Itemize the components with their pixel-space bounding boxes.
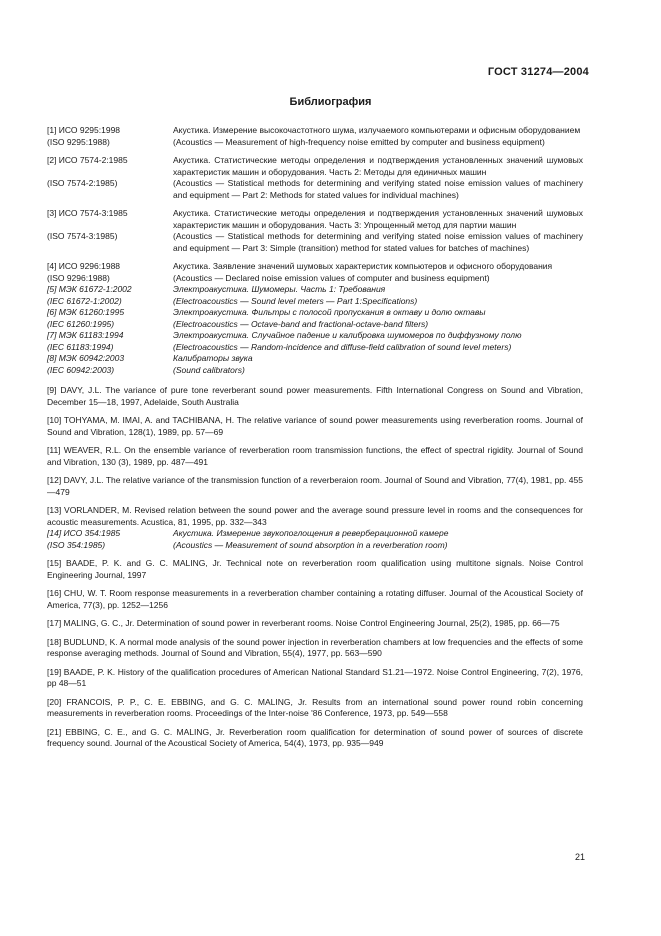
- ref-id: (ISO 7574-3:1985): [47, 231, 118, 241]
- bibliography-title: Библиография: [289, 96, 372, 108]
- ref-entry: [47, 178, 583, 201]
- ref-paragraph: [12] DAVY, J.L. The relative variance of the transmission function of a reverberaion room. Journal of Sound and Vibration, 77(4), 1981, pp. 455—479: [47, 475, 583, 497]
- ref-paragraph: [9] DAVY, J.L. The variance of pure tone reverberant sound power measurements. Fifth International Congress on Sound and Vibration, December 15—18, 1997, Adelaide, South Australia: [47, 385, 583, 407]
- ref-paragraph: [15] BAADE, P. K. and G. C. MALING, Jr. Technical note on reverberation room qualification using multitone signals. Noise Control Engineering Journal, 1997: [47, 558, 583, 580]
- ref-text: (Acoustics — Statistical methods for determining and verifying stated noise emission values of machinery and equipment — Part 2: Methods for stated values for individual machines): [173, 178, 583, 200]
- ref-text: (Acoustics — Measurement of sound absorption in a reverberation room): [173, 539, 448, 550]
- bibliography-list: [47, 125, 583, 750]
- ref-text: (Acoustics — Statistical methods for determining and verifying stated noise emission values of machinery and equipment — Part 3: Simple (transition) method for stated values for batches of machines): [173, 231, 583, 253]
- ref-text: Акустика. Заявление значений шумовых характеристик компьютеров и офисного оборудования: [173, 261, 553, 271]
- ref-id: (ISO 7574-2:1985): [47, 178, 118, 188]
- ref-text: Электроакустика. Фильтры с полосой пропускания в октаву и долю октавы: [173, 307, 486, 317]
- ref-id: [6] МЭК 61260:1995: [47, 307, 125, 317]
- ref-paragraph: [17] MALING, G. C., Jr. Determination of sound power in reverberant rooms. Noise Control Engineering Journal, 25(2), 1985, pp. 66—75: [47, 618, 560, 628]
- ref-id: [3] ИСО 7574-3:1985: [47, 208, 128, 218]
- ref-text: (Acoustics — Declared noise emission values of computer and business equipment): [173, 272, 490, 283]
- standard-code: ГОСТ 31274—2004: [487, 66, 589, 78]
- ref-text: Электроакустика. Случайное падение и калибровка шумомеров по диффузному полю: [173, 330, 522, 340]
- ref-paragraph: [19] BAADE, P. K. History of the qualification procedures of American National Standard S1.21—1972. Noise Control Engineering, 7(2), 1976, pp 48—51: [47, 666, 583, 688]
- ref-paragraph: [21] EBBING, C. E., and G. C. MALING, Jr. Reverberation room qualification for determination of sound power of sources of discrete frequency sound. Journal of the Acoustical Society of America, 54(4), 1973, pp. 935—949: [47, 726, 583, 748]
- ref-entry: [47, 353, 583, 365]
- ref-entry: [47, 540, 583, 552]
- ref-entry: [47, 231, 583, 254]
- ref-entry: [47, 365, 583, 377]
- ref-entry: [47, 296, 583, 308]
- ref-id: [14] ИСО 354:1985: [47, 528, 121, 538]
- ref-paragraph: [18] BUDLUND, K. A normal mode analysis of the sound power injection in reverberation chambers at low frequencies and the effects of some response averaging methods. Journal of Sound and Vibration, 55(4), 1977, pp. 563—590: [47, 636, 583, 658]
- ref-id: (ISO 9296:1988): [47, 272, 110, 283]
- ref-text: (Electroacoustics — Octave-band and fractional-octave-band filters): [173, 318, 429, 329]
- ref-id: (IEC 61183:1994): [47, 341, 114, 352]
- ref-id: [2] ИСО 7574-2:1985: [47, 155, 128, 165]
- ref-id: (IEC 61672-1:2002): [47, 295, 122, 306]
- ref-id: (IEC 61260:1995): [47, 318, 115, 329]
- ref-paragraph: [10] TOHYAMA, M. IMAI, A. and TACHIBANA, H. The relative variance of sound power measurements using reverberation rooms. Journal of Sound and Vibration, 128(1), 1989, pp. 57—69: [47, 415, 583, 437]
- ref-entry: [47, 155, 583, 178]
- ref-paragraph: [20] FRANCOIS, P. P., C. E. EBBING, and G. C. MALING, Jr. Results from an international sound power round robin concerning measurements in reverberation rooms. Proceedings of the Inter-noise '86 Conference, 1973, pp. 549—558: [47, 696, 583, 718]
- ref-entry: [47, 261, 583, 273]
- ref-text: (Electroacoustics — Sound level meters — Part 1:Specifications): [173, 295, 418, 306]
- ref-paragraph: [13] VORLANDER, M. Revised relation between the sound power and the average sound pressure level in rooms and the consequences for acoustic measurements. Acustica, 81, 1995, pp. 332—343: [47, 505, 583, 527]
- ref-entry: [47, 342, 583, 354]
- ref-paragraph: [16] CHU, W. T. Room response measurements in a reverberation chamber containing a rotating diffuser. Journal of the Acoustical Society of America, 77(3), pp. 1252—1256: [47, 588, 583, 610]
- ref-entry: [47, 137, 583, 149]
- ref-entry: [47, 307, 583, 319]
- ref-text: Акустика. Измерение высокочастотного шума, излучаемого компьютерами и офисным оборудованием: [173, 125, 581, 135]
- ref-text: (Electroacoustics — Random-incidence and diffuse-field calibration of sound level meters): [173, 341, 512, 352]
- ref-id: (IEC 60942:2003): [47, 364, 115, 375]
- ref-id: [7] МЭК 61183:1994: [47, 330, 124, 340]
- ref-text: Электроакустика. Шумомеры. Часть 1: Требования: [173, 284, 386, 294]
- page-number: 21: [574, 852, 585, 862]
- ref-id: (ISO 9295:1988): [47, 136, 110, 147]
- ref-id: (ISO 354:1985): [47, 539, 106, 550]
- ref-paragraph: [11] WEAVER, R.L. On the ensemble variance of reverberation room transmission functions, the effect of spectral rigidity. Journal of Sound and Vibration, 130 (3), 1989, pp. 487—491: [47, 445, 583, 467]
- ref-id: [8] МЭК 60942:2003: [47, 353, 125, 363]
- ref-entry: [47, 284, 583, 296]
- ref-entry: [47, 528, 583, 540]
- ref-text: Акустика. Статистические методы определения и подтверждения установленных значений шумовых характеристик машин и оборудования. Часть 2: Методы для единичных машин: [173, 155, 583, 177]
- ref-text: Акустика. Статистические методы определения и подтверждения установленных значений шумовых характеристик машин и оборудования. Часть 3: Упрощенный метод для партии машин: [173, 208, 583, 230]
- ref-entry: [47, 125, 583, 137]
- ref-text: Калибраторы звука: [173, 353, 253, 363]
- ref-id: [5] МЭК 61672-1:2002: [47, 284, 132, 294]
- ref-text: Акустика. Измерение звукопоглощения в реверберационной камере: [173, 528, 449, 538]
- ref-id: [1] ИСО 9295:1998: [47, 125, 121, 135]
- ref-id: [4] ИСО 9296:1988: [47, 261, 121, 271]
- ref-entry: [47, 319, 583, 331]
- ref-entry: [47, 273, 583, 285]
- ref-entry: [47, 208, 583, 231]
- ref-text: (Sound calibrators): [173, 364, 245, 375]
- ref-text: (Acoustics — Measurement of high-frequency noise emitted by computer and business equipment): [173, 136, 545, 147]
- ref-entry: [47, 330, 583, 342]
